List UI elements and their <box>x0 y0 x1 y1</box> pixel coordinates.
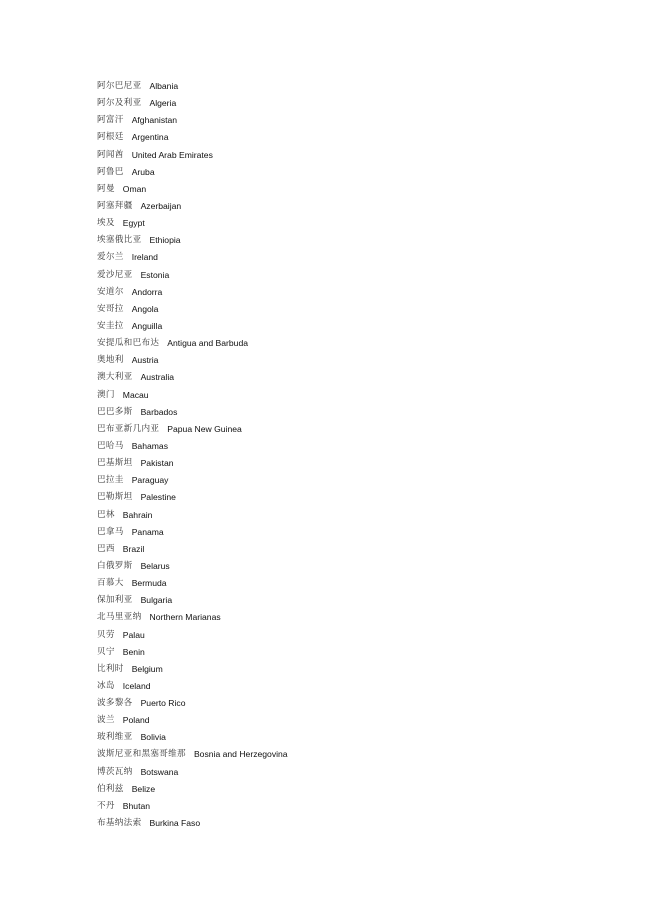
country-name-chinese: 阿富汗 <box>97 115 124 126</box>
country-name-chinese: 奥地利 <box>97 355 124 366</box>
country-name-chinese: 伯利兹 <box>97 783 124 794</box>
country-name-chinese: 安圭拉 <box>97 320 124 331</box>
country-name-chinese: 巴勒斯坦 <box>97 492 133 503</box>
list-item <box>97 181 288 198</box>
country-name-chinese: 贝宁 <box>97 646 115 657</box>
list-item <box>97 729 288 746</box>
country-name-chinese: 比利时 <box>97 663 124 674</box>
country-name-english: United Arab Emirates <box>131 149 213 160</box>
country-name-english: Bolivia <box>140 732 166 743</box>
country-name-chinese: 巴拿马 <box>97 526 124 537</box>
country-name-english: Afghanistan <box>131 115 178 126</box>
country-name-english: Brazil <box>122 543 145 554</box>
country-name-chinese: 博茨瓦纳 <box>97 766 133 777</box>
list-item <box>97 284 288 301</box>
list-item <box>97 746 288 763</box>
country-name-english: Bahamas <box>131 440 168 451</box>
country-name-english: Angola <box>131 303 159 314</box>
country-name-chinese: 巴布亚新几内亚 <box>97 423 160 434</box>
country-name-chinese: 阿尔巴尼亚 <box>97 81 142 91</box>
country-name-chinese: 不丹 <box>97 800 115 811</box>
list-item <box>97 249 288 266</box>
country-name-chinese: 巴拉圭 <box>97 475 124 486</box>
country-name-chinese: 安哥拉 <box>97 303 124 314</box>
list-item <box>97 369 288 386</box>
list-item <box>97 318 288 335</box>
list-item <box>97 815 288 832</box>
list-item <box>97 164 288 181</box>
country-name-chinese: 阿尔及利亚 <box>97 98 142 109</box>
country-name-chinese: 澳大利亚 <box>97 372 133 383</box>
list-item <box>97 335 288 352</box>
country-name-english: Bhutan <box>122 800 151 811</box>
country-name-chinese: 埃及 <box>97 218 115 229</box>
country-name-chinese: 巴基斯坦 <box>97 458 133 469</box>
list-item <box>97 95 288 112</box>
country-name-chinese: 巴哈马 <box>97 440 124 451</box>
country-name-chinese: 阿塞拜疆 <box>97 200 133 211</box>
country-name-english: Algeria <box>149 98 177 109</box>
country-name-chinese: 布基纳法索 <box>97 818 142 829</box>
country-name-chinese: 贝劳 <box>97 629 115 640</box>
country-name-english: Australia <box>140 372 175 383</box>
country-name-english: Barbados <box>140 406 178 417</box>
country-name-english: Palestine <box>140 492 176 503</box>
list-item <box>97 558 288 575</box>
country-name-chinese: 阿根廷 <box>97 132 124 143</box>
country-name-english: Argentina <box>131 132 169 143</box>
country-name-english: Macau <box>122 389 149 400</box>
country-name-chinese: 波兰 <box>97 715 115 726</box>
list-item <box>97 712 288 729</box>
list-item <box>97 78 288 95</box>
list-item <box>97 147 288 164</box>
list-item <box>97 781 288 798</box>
list-item <box>97 678 288 695</box>
country-name-english: Pakistan <box>140 458 174 469</box>
list-item <box>97 472 288 489</box>
list-item <box>97 232 288 249</box>
list-item <box>97 575 288 592</box>
country-name-chinese: 澳门 <box>97 389 115 400</box>
country-name-chinese: 阿曼 <box>97 183 115 194</box>
list-item <box>97 215 288 232</box>
list-item <box>97 798 288 815</box>
country-name-chinese: 波多黎各 <box>97 698 133 709</box>
country-name-english: Poland <box>122 715 150 726</box>
country-name-english: Bahrain <box>122 509 153 520</box>
country-name-english: Andorra <box>131 286 163 297</box>
country-name-english: Papua New Guinea <box>167 423 242 434</box>
country-name-english: Azerbaijan <box>140 200 182 211</box>
list-item <box>97 112 288 129</box>
list-item <box>97 404 288 421</box>
country-name-english: Bosnia and Herzegovina <box>193 749 288 760</box>
country-name-chinese: 阿鲁巴 <box>97 166 124 177</box>
list-item <box>97 301 288 318</box>
country-name-chinese: 玻利维亚 <box>97 732 133 743</box>
country-name-english: Bermuda <box>131 578 167 589</box>
country-name-english: Burkina Faso <box>149 818 201 829</box>
country-name-english: Antigua and Barbuda <box>167 338 249 349</box>
country-name-english: Benin <box>122 646 145 657</box>
list-item <box>97 695 288 712</box>
country-name-chinese: 冰岛 <box>97 680 115 691</box>
country-name-chinese: 安提瓜和巴布达 <box>97 338 160 349</box>
country-name-english: Puerto Rico <box>140 698 186 709</box>
country-name-chinese: 巴林 <box>97 509 115 520</box>
country-name-chinese: 巴西 <box>97 543 115 554</box>
list-item <box>97 489 288 506</box>
country-name-chinese: 波斯尼亚和黑塞哥维那 <box>97 749 186 760</box>
country-name-chinese: 爱尔兰 <box>97 252 124 263</box>
list-item <box>97 267 288 284</box>
country-name-english: Bulgaria <box>140 595 173 606</box>
list-item <box>97 129 288 146</box>
country-name-english: Austria <box>131 355 159 366</box>
list-item <box>97 387 288 404</box>
country-name-english: Aruba <box>131 166 155 177</box>
country-name-chinese: 百慕大 <box>97 578 124 589</box>
country-name-english: Belarus <box>140 560 170 571</box>
country-list <box>97 78 288 832</box>
list-item <box>97 421 288 438</box>
country-name-english: Panama <box>131 526 164 537</box>
list-item <box>97 524 288 541</box>
list-item <box>97 507 288 524</box>
country-name-english: Albania <box>149 81 179 91</box>
country-name-english: Belize <box>131 783 156 794</box>
list-item <box>97 764 288 781</box>
country-name-english: Egypt <box>122 218 145 229</box>
country-name-chinese: 巴巴多斯 <box>97 406 133 417</box>
country-name-english: Estonia <box>140 269 170 280</box>
country-name-english: Oman <box>122 183 147 194</box>
list-item <box>97 609 288 626</box>
list-item <box>97 644 288 661</box>
list-item <box>97 455 288 472</box>
country-name-english: Ethiopia <box>149 235 181 246</box>
list-item <box>97 198 288 215</box>
country-name-chinese: 爱沙尼亚 <box>97 269 133 280</box>
country-name-english: Palau <box>122 629 145 640</box>
country-name-english: Iceland <box>122 680 151 691</box>
country-name-english: Belgium <box>131 663 163 674</box>
country-name-english: Anguilla <box>131 320 163 331</box>
country-name-chinese: 阿闻酋 <box>97 149 124 160</box>
list-item <box>97 541 288 558</box>
list-item <box>97 592 288 609</box>
country-name-english: Botswana <box>140 766 179 777</box>
list-item <box>97 627 288 644</box>
country-name-chinese: 安道尔 <box>97 286 124 297</box>
list-item <box>97 438 288 455</box>
country-name-english: Northern Marianas <box>149 612 221 623</box>
list-item <box>97 352 288 369</box>
country-name-chinese: 北马里亚纳 <box>97 612 142 623</box>
country-name-chinese: 白俄罗斯 <box>97 560 133 571</box>
list-item <box>97 661 288 678</box>
country-name-chinese: 埃塞俄比亚 <box>97 235 142 246</box>
country-name-english: Paraguay <box>131 475 169 486</box>
country-name-chinese: 保加利亚 <box>97 595 133 606</box>
country-name-english: Ireland <box>131 252 158 263</box>
